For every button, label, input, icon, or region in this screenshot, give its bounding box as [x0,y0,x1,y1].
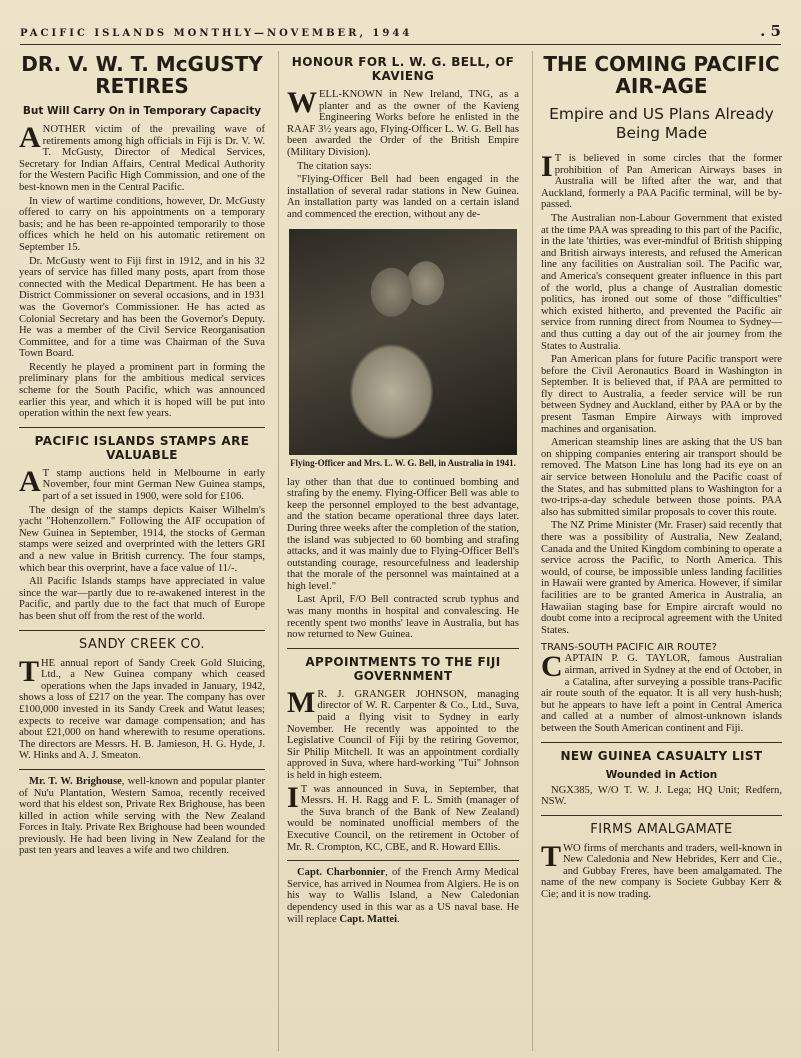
mattei-name: Capt. Mattei [339,913,398,925]
bell-headline: HONOUR FOR L. W. G. BELL, OF KAVIENG [291,55,515,83]
masthead [20,22,781,45]
mcgusty-para-3: Dr. McGusty went to Fiji first in 1912, and in his 32 years of service has filled many posts, apart from those connected with the Medical Department. He has been a District Commissioner on several occasions, and in 1931 was the Governor's Commissioner. He has acted as Colonial Secretary and has been the Governor's Deputy. He was a member of the Civil Service Reorganisation Committee, and for a time was Chairman of the Suva Town Board. [19,255,265,360]
charbonnier-name: Capt. Charbonnier [297,867,386,879]
casualty-headline: NEW GUINEA CASUALTY LIST [560,748,763,763]
mcgusty-headline: DR. V. W. T. McGUSTY RETIRES [21,52,263,98]
stamps-headline: PACIFIC ISLANDS STAMPS ARE VALUABLE [34,433,250,462]
firms-para-1: TWO firms of merchants and traders, well-known in New Caledonia and New Hebrides, Kerr and Cie., and Gubbay Freres, have been amalgamated. The name of the new company is Societe Gubbay Kerr & Cie; and it is now trading. [541,839,782,901]
air-route-subhead: TRANS-SOUTH PACIFIC AIR ROUTE? [541,642,717,654]
charbonnier-para [287,867,519,925]
divider [19,769,265,770]
sandy-headline: SANDY CREEK CO. [78,636,206,652]
mcgusty-para-4: Recently he played a prominent part in forming the preliminary plans for the ambitious medical services scheme for the South Pacific, which was announced earlier this year, and which it is hoped will be put into operation within the next few years. [19,361,265,420]
charbonnier-end: . [397,913,400,925]
air-para-4: American steamship lines are asking that the US ban on shipping companies entering air transport should be removed. The Matson Line has long had its eye on an air service between Honolulu and the Pacific coast of the States, and has submitted plans to Washington for a two-trips-a-day schedule between those points. PAA also has submitted similar proposals to cover this route. [541,437,782,518]
air-para-1: IT is believed in some circles that the former prohibition of Pan American Airways bases in Australia will be lifted after the war, and that Auckland, formerly a PAA Pacific terminal, will be by-passed. [541,150,782,211]
air-para-6: CAPTAIN P. G. TAYLOR, famous Australian airman, arrived in Sydney at the end of October, in a Catalina, after surveying a possible trans-Pacific air route south of the equator. It is all very hush-hush; but he appears to have left a point in Central America and called at a number of almost-unknown islands between the South American continent and Fiji. [541,650,782,734]
page-number: . 5 [760,22,781,40]
bell-para-2: The citation says: [297,160,372,172]
bell-photo [289,229,517,455]
air-para-3: Pan American plans for future Pacific transport were before the Civil Aeronautics Board in Washington in September. It is believed that, if PAA are permitted to fly direct to Australia, a feeder service will be run between Sydney and Auckland, either by PAA or by the present Tasman Empire Airways with improved machines and organisation. [541,354,782,435]
divider [541,742,782,743]
divider [287,648,519,649]
fiji-para-1: MR. J. GRANGER JOHNSON, managing director of W. R. Carpenter & Co., Ltd., Suva, paid a flying visit to Sydney in early November. He recently was appointed to the Legislative Council of Fiji by the retiring Governor, Sir Philip Mitchell. It was an appointment cordially approved in Suva, where hard-working "Tui" Johnson is held in high esteem. [287,685,519,781]
casualty-subhead: Wounded in Action [605,768,718,781]
brighouse-name: Mr. T. W. Brighouse [29,775,122,787]
air-subhead: Empire and US Plans Already Being Made [549,105,774,142]
divider [19,427,265,428]
divider [541,815,782,816]
column-middle [278,51,522,1051]
casualty-entry: NGX385, W/O T. W. J. Lega; HQ Unit; Redfern, NSW. [541,784,782,808]
air-para-5: The NZ Prime Minister (Mr. Fraser) said recently that there was a possibility of Australia, New Zealand, Canada and the United Kingdom combining to operate a service across the Pacific, to North America. This would, of course, be impossible unless landing facilities in Hawaii were granted by America. However, if similar facilities are to be granted America in Australia, an Hawaiian staging base for Empire aircraft would no doubt come into a reciprocal agreement with the United States. [541,520,782,636]
fiji-headline: APPOINTMENTS TO THE FIJI GOVERNMENT [305,654,501,683]
columns [16,51,785,1051]
stamps-para-2: The design of the stamps depicts Kaiser Wilhelm's yacht "Hohenzollern." Following the AIF occupation of New Guinea in September, 1914, the stocks of German stamps were seized and overprinted with the letters GRI and a new value in British currency. The four stamps, which bear this overprint, have a face value of 11/-. [19,504,265,574]
column-left [16,51,268,1051]
mcgusty-para-1: ANOTHER victim of the prevailing wave of retirements among high officials in Fiji is Dr. V. W. T. McGusty, Director of Medical Services, Secretary for Indian Affairs, Central Medical Authority for the Western Pacific High Commission, and one of the best-known men in the Central Pacific. [19,121,265,193]
column-right [532,51,785,1051]
bell-para-3: "Flying-Officer Bell had been engaged in the installation of several radar stations in New Guinea. An installation party was landed on a certain island and commenced the erection, without any de- [287,174,519,220]
fiji-para-2: IT was announced in Suva, in September, that Messrs. H. H. Ragg and F. L. Smith (manager of the Suva branch of the Bank of New Zealand) would be nominated unofficial members of the Executive Council, on the retirement in October of Mr. R. Crompton, KC, CBE, and R. Howard Ellis. [287,780,519,853]
stamps-para-3: All Pacific Islands stamps have appreciated in value since the war—partly due to re-awakened interest in the Pacific, and partly due to the fact that much of Europe has been shut off from the rest of the world. [19,576,265,622]
masthead-title: PACIFIC ISLANDS MONTHLY—NOVEMBER, 1944 [20,28,413,39]
air-headline: THE COMING PACIFIC AIR-AGE [543,52,780,98]
charbonnier-text: , of the French Army Medical Service, has arrived in Noumea from Algiers. He is on his way to Wallis Island, a New Caledonian dependency used in this war as a US naval base. He will replace [287,867,519,925]
air-para-2: The Australian non-Labour Government that existed at the time PAA was spreading to this part of the Pacific, in the late 'thirties, was ever-mindful of British shipping and British airways interests, and refused the American line any facilities on Australian soil. The Pacific war, and America's consequent greater influence in this part of the world, plus a change of Australian domestic politics, has ironed out some of those "difficulties" which existed hitherto, and prevented the Pacific air service from running direct from Noumea to Sydney—and thus cutting a day out of the air journey from the States to Australia. [541,212,782,352]
mcgusty-para-2: In view of wartime conditions, however, Dr. McGusty offered to carry on his appointments on a temporary basis; and he has been re-appointed temporarily to those offices which he held on his automatic retirement on September 15. [19,195,265,253]
mcgusty-subhead: But Will Carry On in Temporary Capacity [22,105,262,117]
firms-headline: FIRMS AMALGAMATE [590,821,733,837]
bell-para-5: Last April, F/O Bell contracted scrub typhus and was many months in hospital and convalescing. He recently spent two months' leave in Australia, but has now returned to New Guinea. [287,594,519,641]
brighouse-para [19,776,265,857]
brighouse-text: , well-known and popular planter of Nu'u Plantation, Western Samoa, recently received word that his eldest son, Private Rex Brighouse, has been killed in action while serving with the New Zealand Forces in Italy. Private Rex Brighouse had been wounded previously. He had been living in New Zealand for the past ten years and leaves a wife and two children. [19,775,265,857]
bell-para-1: WELL-KNOWN in New Ireland, TNG, as a planter and as the owner of the Kavieng Engineering Works before he enlisted in the RAAF 3½ years ago, Flying-Officer L. W. G. Bell has been awarded the Order of the British Empire (Military Division). [287,86,519,158]
divider [19,630,265,631]
bell-para-4: lay other than that due to continued bombing and strafing by the enemy. Flying-Officer Bell was able to keep the personnel employed to the best advantage, and the station became operational three days later. During three weeks after the completion of the station, the island was subjected to 60 bombing and strafing attacks, and it was mainly due to Flying-Officer Bell's outstanding courage, resourcefulness and leadership that the morale of the personnel was maintained at a high level." [287,476,519,592]
bell-photo-caption: Flying-Officer and Mrs. L. W. G. Bell, in Australia in 1941. [290,457,516,468]
sandy-para-1: THE annual report of Sandy Creek Gold Sluicing, Ltd., a New Guinea company which ceased operations when the Japs invaded in January, 1942, shows a loss of £217 on the year. The company has over £100,000 invested in its Sandy Creek and Watut leases; expects to receive war damage compensation; and has about £21,000 on hand wherewith to resume operations. The directors are Messrs. H. B. Jamieson, H. G. Hyde, J. W. Hinks and A. J. Smeaton. [19,654,265,762]
divider [287,860,519,861]
stamps-para-1: AT stamp auctions held in Melbourne in early November, four mint German New Guinea stamps, part of a set issued in 1900, were sold for £106. [19,464,265,503]
